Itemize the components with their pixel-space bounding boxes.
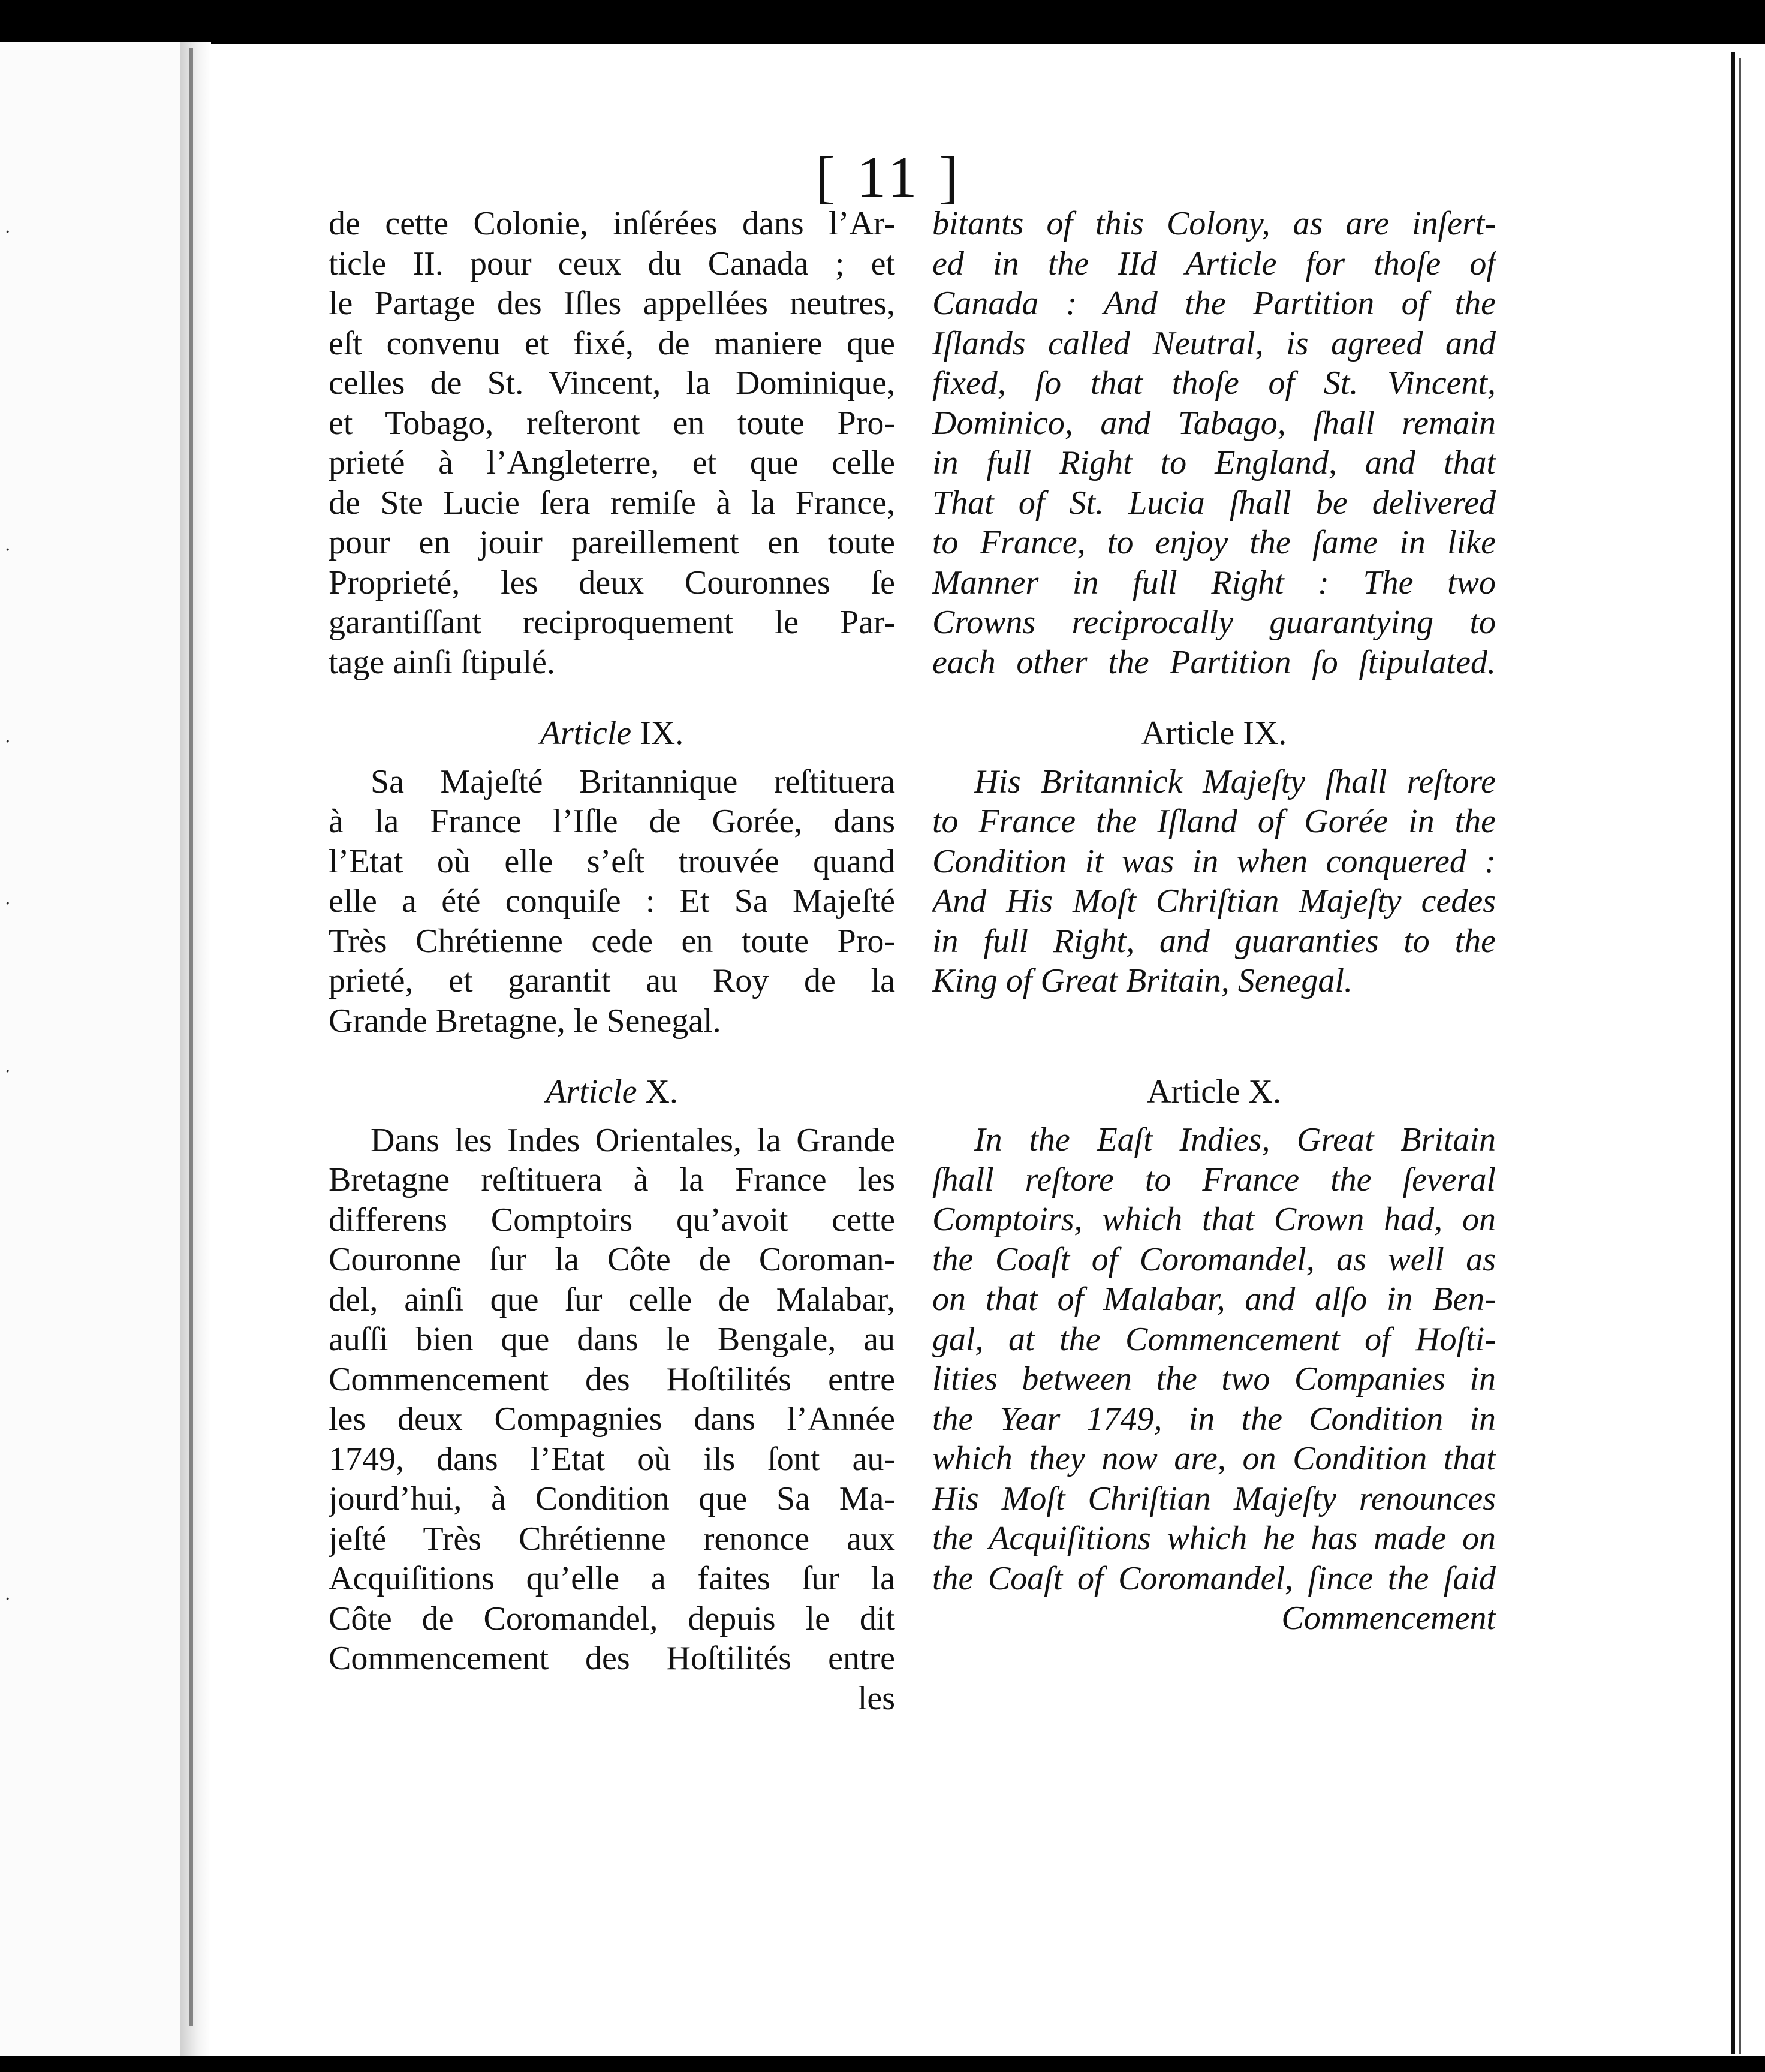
text-line: in full Right to England, and that [932, 444, 1496, 481]
text-line: to France the Iſland of Gorée in the [932, 803, 1496, 840]
text-line: Bretagne reſtituera à la France les [329, 1161, 895, 1198]
text-line: le Partage des Iſles appellées neutres, [329, 285, 895, 322]
heading-word: Article [1141, 715, 1235, 752]
text-line: et Tobago, reſteront en toute Pro- [329, 404, 895, 442]
edge-mark: · [5, 540, 11, 561]
text-line: Dans les Indes Orientales, la Grande [371, 1121, 895, 1159]
edge-mark: · [5, 731, 11, 752]
text-line: differens Comptoirs qu’avoit cette [329, 1201, 895, 1239]
text-line: tage ainſi ſtipulé. [329, 643, 555, 681]
text-line: les deux Compagnies dans l’Année [329, 1401, 895, 1438]
text-line: lities between the two Companies in [932, 1360, 1496, 1398]
catchword: Commencement [1281, 1600, 1496, 1637]
heading-word: Article [540, 715, 632, 752]
text-line: ticle II. pour ceux du Canada ; et [329, 245, 895, 282]
text-line: Crowns reciprocally guarantying to [932, 604, 1496, 641]
text-line: eſt convenu et fixé, de maniere que [329, 324, 895, 362]
article-heading [932, 1072, 1496, 1112]
article-heading [932, 713, 1496, 754]
french-column [329, 204, 895, 1718]
text-line: auſſi bien que dans le Bengale, au [329, 1321, 895, 1358]
text-line: ſhall reſtore to France the ſeveral [932, 1161, 1496, 1198]
french-intro [329, 204, 895, 682]
text-line: Grande Bretagne, le Senegal. [329, 1002, 721, 1040]
scan-bottom-border [0, 2056, 1765, 2072]
page-right-edge [1731, 52, 1735, 2054]
heading-number: X. [1248, 1073, 1281, 1110]
text-line: Couronne ſur la Côte de Coroman- [329, 1241, 895, 1278]
text-line: Dominico, and Tabago, ſhall remain [932, 404, 1496, 442]
text-line: the Coaſt of Coromandel, as well as [932, 1240, 1496, 1278]
text-line: bitants of this Colony, as are inſert- [932, 205, 1496, 242]
text-line: jeſté Très Chrétienne renonce aux [329, 1520, 895, 1558]
edge-mark: · [5, 222, 11, 243]
text-line: That of St. Lucia ſhall be delivered [932, 484, 1496, 522]
text-line: the Year 1749, in the Condition in [932, 1400, 1496, 1438]
text-line: Sa Majeſté Britannique reſtituera [371, 763, 895, 800]
text-line: l’Etat où elle s’eſt trouvée quand [329, 842, 895, 880]
edge-mark: · [5, 893, 11, 914]
article-heading [329, 713, 895, 754]
text-line: de cette Colonie, inſérées dans l’Ar- [329, 205, 895, 242]
edge-mark: · [5, 1589, 11, 1610]
text-line: the Coaſt of Coromandel, ſince the ſaid [932, 1559, 1496, 1597]
text-line: jourd’hui, à Condition que Sa Ma- [329, 1480, 895, 1517]
article-body [329, 762, 895, 1041]
heading-word: Article [546, 1073, 637, 1110]
text-line: Commencement des Hoſtilités entre [329, 1640, 895, 1677]
text-line: Iſlands called Neutral, is agreed and [932, 324, 1496, 362]
text-line: 1749, dans l’Etat où ils ſont au- [329, 1440, 895, 1478]
text-line: pour en jouir pareillement en toute [329, 524, 895, 561]
scan-top-border [0, 0, 1765, 44]
text-line: celles de St. Vincent, la Dominique, [329, 365, 895, 402]
text-line: à la France l’Iſle de Gorée, dans [329, 803, 895, 840]
heading-number: X. [645, 1073, 678, 1110]
text-line: His Britannick Majeſty ſhall reſtore [974, 763, 1496, 800]
catchword: les [857, 1679, 895, 1717]
text-line: each other the Partition ſo ſtipulated. [932, 643, 1496, 681]
text-line: ed in the IId Article for thoſe of [932, 245, 1496, 282]
page-number: [ 11 ] [815, 145, 962, 210]
text-line: the Acquiſitions which he has made on [932, 1520, 1496, 1557]
article-body [932, 1120, 1496, 1639]
text-line: In the Eaſt Indies, Great Britain [974, 1121, 1496, 1158]
text-line: Côte de Coromandel, depuis le dit [329, 1600, 895, 1637]
text-line: Très Chrétienne cede en toute Pro- [329, 922, 895, 960]
text-line: prieté, et garantit au Roy de la [329, 962, 895, 999]
article-body [329, 1121, 895, 1719]
english-column [932, 204, 1496, 1639]
english-intro [932, 204, 1496, 682]
text-line: Acquiſitions qu’elle a faites ſur la [329, 1560, 895, 1597]
article-body [932, 762, 1496, 1001]
text-line: garantiſſant reciproquement le Par- [329, 604, 895, 641]
text-line: Proprieté, les deux Couronnes ſe [329, 564, 895, 601]
text-line: del, ainſi que ſur celle de Malabar, [329, 1281, 895, 1318]
facing-page-edge [0, 42, 181, 2058]
text-line: His Moſt Chriſtian Majeſty renounces [932, 1480, 1496, 1517]
text-line: to France, to enjoy the ſame in like [932, 524, 1496, 561]
text-line: Manner in full Right : The two [932, 564, 1496, 601]
text-line: And His Moſt Chriſtian Majeſty cedes [932, 883, 1496, 920]
text-line: de Ste Lucie ſera remiſe à la France, [329, 484, 895, 522]
text-line: Condition it was in when conquered : [932, 842, 1496, 880]
heading-number: IX. [640, 715, 684, 752]
text-line: in full Right, and guaranties to the [932, 922, 1496, 960]
article-heading [329, 1072, 895, 1112]
text-line: Commencement des Hoſtilités entre [329, 1360, 895, 1398]
text-line: Comptoirs, which that Crown had, on [932, 1201, 1496, 1238]
text-line: elle a été conquiſe : Et Sa Majeſté [329, 883, 895, 920]
text-line: gal, at the Commencement of Hoſti- [932, 1320, 1496, 1358]
heading-word: Article [1147, 1073, 1240, 1110]
edge-mark: · [5, 1061, 11, 1082]
text-line: Canada : And the Partition of the [932, 285, 1496, 322]
text-line: fixed, ſo that thoſe of St. Vincent, [932, 365, 1496, 402]
text-line: King of Great Britain, Senegal. [932, 962, 1353, 999]
book-gutter [180, 42, 211, 2058]
text-line: which they now are, on Condition that [932, 1440, 1496, 1477]
heading-number: IX. [1243, 715, 1287, 752]
text-line: prieté à l’Angleterre, et que celle [329, 444, 895, 481]
page-right-edge-shadow [1739, 58, 1741, 2054]
gutter-shadow [189, 48, 193, 2026]
text-line: on that of Malabar, and alſo in Ben- [932, 1281, 1496, 1318]
